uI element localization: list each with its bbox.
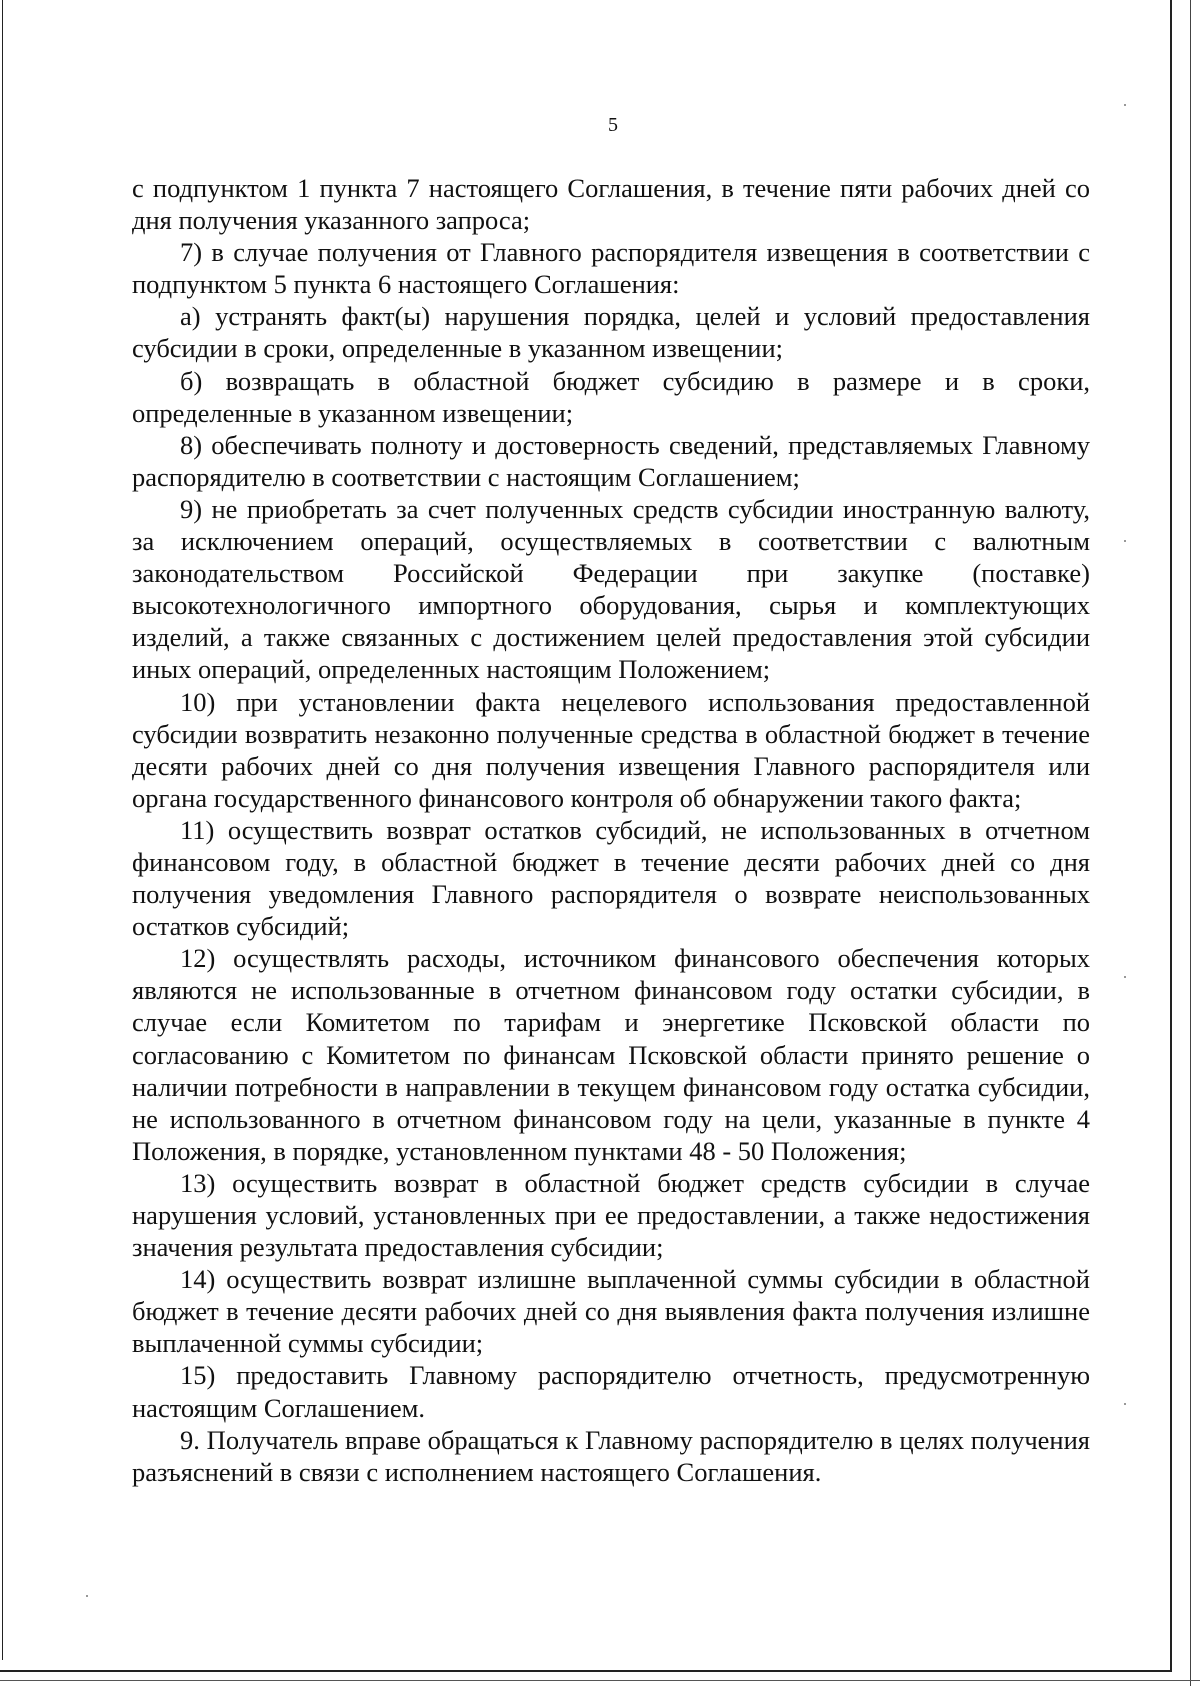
page-border-right (1170, 0, 1172, 1672)
paragraph-item-7b: б) возвращать в областной бюджет субсидию в размере и в сроки, определенные в указанном извещении; (132, 365, 1090, 428)
paragraph-item-8: 8) обеспечивать полноту и достоверность сведений, представляемых Главному распорядителю в соответствии с настоящим Соглашением; (132, 429, 1090, 492)
paragraph-item-15: 15) предоставить Главному распорядителю отчетность, предусмотренную настоящим Соглашением. (132, 1360, 1090, 1423)
scan-speck (1124, 104, 1126, 106)
paragraph-item-12: 12) осуществлять расходы, источником финансового обеспечения которых являются не использованные в отчетном финансовом году остатки субсидии, в случае если Комитетом по тарифам и энергетике Псковской области по согласованию с Комитетом по финансам Псковской области принято решение о наличии потребности в направлении в текущем финансовом году остатка субсидии, не использованного в отчетном финансовом году на цели, указанные в пункте 4 Положения, в порядке, установленном пунктами 48 - 50 Положения; (132, 943, 1090, 1166)
paragraph-continuation: с подпунктом 1 пункта 7 настоящего Соглашения, в течение пяти рабочих дней со дня получения указанного запроса; (132, 173, 1090, 236)
page-number: 5 (608, 114, 618, 136)
paragraph-item-11: 11) осуществить возврат остатков субсидий, не использованных в отчетном финансовом году, в областной бюджет в течение десяти рабочих дней со дня получения уведомления Главного распорядителя о возврате неиспользованных остатков субсидий; (132, 814, 1090, 942)
paragraph-item-7a: а) устранять факт(ы) нарушения порядка, целей и условий предоставления субсидии в сроки, определенные в указанном извещении; (132, 301, 1090, 364)
scan-speck (1124, 1403, 1126, 1405)
scan-speck (1124, 976, 1126, 978)
scan-speck (86, 1595, 88, 1597)
document-body (132, 172, 1090, 1488)
page-border-bottom (0, 1670, 1172, 1672)
page-border-right-outer (1190, 0, 1191, 1686)
page-border-left (2, 0, 3, 1660)
paragraph-item-13: 13) осуществить возврат в областной бюджет средств субсидии в случае нарушения условий, установленных при ее предоставлении, а также недостижения значения результата предоставления субсидии; (132, 1167, 1090, 1263)
scan-speck (1124, 540, 1126, 542)
paragraph-section-9: 9. Получатель вправе обращаться к Главному распорядителю в целях получения разъяснений в связи с исполнением настоящего Соглашения. (132, 1424, 1090, 1487)
paragraph-item-9: 9) не приобретать за счет полученных средств субсидии иностранную валюту, за исключением операций, осуществляемых в соответствии с валютным законодательством Российской Федерации при закупке (поставке) высокотехнологичного импортного оборудования, сырья и комплектующих изделий, а также связанных с достижением целей предоставления этой субсидии иных операций, определенных настоящим Положением; (132, 493, 1090, 685)
paragraph-item-10: 10) при установлении факта нецелевого использования предоставленной субсидии возвратить незаконно полученные средства в областной бюджет в течение десяти рабочих дней со дня получения извещения Главного распорядителя или органа государственного финансового контроля об обнаружении такого факта; (132, 686, 1090, 813)
paragraph-item-14: 14) осуществить возврат излишне выплаченной суммы субсидии в областной бюджет в течение десяти рабочих дней со дня выявления факта получения излишне выплаченной суммы субсидии; (132, 1264, 1090, 1359)
paragraph-item-7: 7) в случае получения от Главного распорядителя извещения в соответствии с подпунктом 5 пункта 6 настоящего Соглашения: (132, 237, 1090, 300)
page-border-bottom-outer (0, 1680, 1200, 1681)
